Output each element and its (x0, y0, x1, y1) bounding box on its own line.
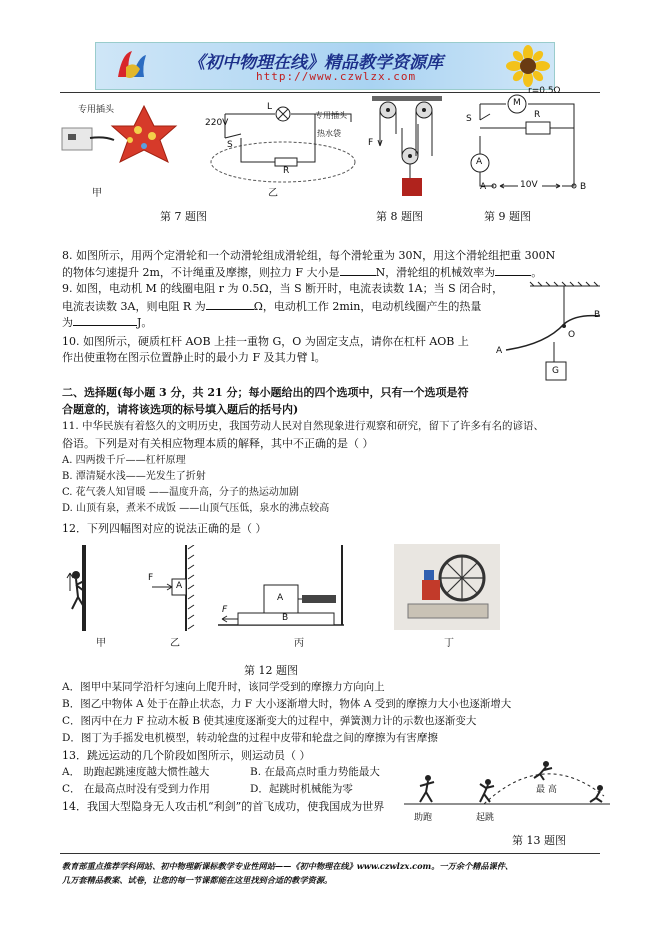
hand-crank-generator-image (394, 544, 500, 630)
q14-line1: 14．我国大型隐身无人攻击机“利剑”的首飞成功，使我国成为世界 (62, 800, 385, 813)
q11-option-d: D. 山顶有泉，煮米不成饭 ——山顶气压低，泉水的沸点较高 (62, 503, 330, 514)
q8-line1: 8. 如图所示，用两个定滑轮和一个动滑轮组成滑轮组，每个滑轮重为 30N，用这个滑轮组把重 300N (62, 249, 556, 262)
caption-fig9: 第 9 题图 (484, 210, 531, 223)
fig9-A-terminal: A (480, 182, 487, 192)
q10-line2: 作出使重物在图示位置静止时的最小力 F 及其力臂 l。 (62, 351, 326, 364)
banner-url: http://www.czwlzx.com (256, 70, 417, 83)
fig7-label-jia: 甲 (92, 188, 102, 199)
q11-line1: 11. 中华民族有着悠久的文明历史，我国劳动人民对自然现象进行观察和研究，留下了许多有名的谚语、 (62, 420, 545, 432)
section2-line1: 二、选择题(每小题 3 分，共 21 分；每小题给出的四个选项中，只有一个选项是符 (62, 386, 469, 399)
q13-option-c: C． 在最高点时没有受到力作用 (62, 783, 210, 795)
q12-label-bing: 丙 (294, 638, 304, 649)
q12-stem: 12．下列四幅图对应的说法正确的是（ ） (62, 522, 267, 535)
q12-fig-yi (142, 545, 198, 631)
q9-line2-a: 电流表读数 3A，则电阻 R 为 (62, 300, 206, 313)
fig13-run: 助跑 (414, 813, 433, 823)
fig10-lever (496, 280, 606, 388)
fig10-G: G (552, 366, 559, 376)
footer-line1: 教育部重点推荐学科网站、初中物理新课标教学专业性网站——《初中物理在线》www.czwlzx.com。一万余个精品课件、 (62, 861, 514, 871)
caption-fig8: 第 8 题图 (376, 210, 423, 223)
q12-fig-bing (218, 545, 348, 631)
fig9-B-terminal: B (580, 182, 587, 192)
q12-option-a: A．图甲中某同学沿杆匀速向上爬升时，该同学受到的摩擦力方向向上 (62, 681, 385, 693)
q12-label-yi: 乙 (170, 638, 180, 649)
q13-option-a: A． 助跑起跳速度越大惯性越大 (62, 766, 210, 778)
fig10-A: A (496, 346, 503, 356)
q9-line3-a: 为 (62, 316, 73, 329)
fig8-F: F (368, 138, 374, 148)
fig13-top: 最 高 (536, 785, 557, 795)
section2-line2: 合题意的，请将该选项的标号填入题后的括号内) (62, 403, 299, 416)
fig7-water-bag: 热水袋 (317, 129, 341, 138)
caption-fig13: 第 13 题图 (512, 834, 566, 847)
q8-line2-a: 的物体匀速提升 2m，不计绳重及摩擦，则拉力 F 大小是 (62, 266, 340, 279)
q12-yi-F: F (148, 573, 154, 583)
fig7-yi-circuit (205, 100, 365, 185)
caption-fig7: 第 7 题图 (160, 210, 207, 223)
footer-rule (60, 853, 600, 854)
fig7-S: S (227, 140, 233, 150)
q12-bing-F: F (222, 605, 228, 615)
fig13-long-jump (404, 752, 610, 826)
footer-line2: 几万套精品教案、试卷，让您的每一节课都能在这里找到合适的教学资源。 (62, 875, 333, 885)
logo-icon (112, 47, 152, 85)
fig13-jump: 起跳 (476, 813, 495, 823)
fig7-jia-photo (60, 100, 188, 180)
q8-blank-efficiency[interactable] (495, 264, 531, 276)
q12-option-c: C．图丙中在力 F 拉动木板 B 使其速度逐渐变大的过程中，弹簧测力计的示数也逐渐变大 (62, 715, 477, 727)
q11-line2: 俗语。下列是对有关相应物理本质的解释，其中不正确的是（ ） (62, 437, 374, 450)
q12-label-jia: 甲 (96, 638, 106, 649)
fig8-pulleys (368, 94, 448, 202)
fig10-B: B (594, 310, 601, 320)
fig9-circuit (466, 86, 596, 198)
q13-option-b: B. 在最高点时重力势能最大 (250, 766, 380, 778)
q8-line2 (62, 264, 542, 280)
fig7-R: R (283, 166, 290, 176)
q11-option-b: B. 潭清疑水浅——光发生了折射 (62, 471, 206, 482)
fig9-voltage: 10V (520, 180, 538, 190)
q12-fig-jia (64, 545, 104, 631)
fig9-r: r=0.5Ω (528, 86, 561, 96)
q9-line3 (62, 314, 152, 330)
fig9-S: S (466, 114, 472, 124)
q9-blank-heat[interactable] (73, 314, 137, 326)
fig9-R: R (534, 110, 541, 120)
fig9-M: M (513, 98, 521, 108)
q12-option-d: D．图丁为手摇发电机模型，转动轮盘的过程中皮带和轮盘之间的摩擦为有害摩擦 (62, 732, 438, 744)
fig9-ammeter: A (476, 157, 483, 167)
q13-option-d: D．起跳时机械能为零 (250, 783, 353, 795)
q9-line3-b: J。 (137, 316, 153, 329)
q9-line1: 9. 如图，电动机 M 的线圈电阻 r 为 0.5Ω，当 S 断开时，电流表读数 1A；当 S 闭合时， (62, 282, 504, 295)
q9-line2-b: Ω，电动机工作 2min，电动机线圈产生的热量 (253, 300, 482, 313)
fig7-voltage: 220V (205, 118, 229, 128)
fig7-label-yi: 乙 (268, 188, 278, 199)
q8-blank-force[interactable] (340, 264, 376, 276)
q12-bing-B: B (282, 613, 289, 623)
q11-option-a: A. 四两拨千斤——杠杆原理 (62, 455, 186, 466)
q13-stem: 13．跳远运动的几个阶段如图所示，则运动员（ ） (62, 749, 311, 762)
plug-label: 专用插头 (78, 105, 115, 115)
q11-option-c: C. 花气袭人知冒暖 ——温度升高，分子的热运动加剧 (62, 487, 299, 498)
q10-line1: 10. 如图所示，硬质杠杆 AOB 上挂一重物 G，O 为固定支点，请你在杠杆 AOB 上 (62, 335, 469, 348)
q12-fig-ding-photo (394, 544, 500, 630)
q12-yi-A: A (176, 581, 183, 591)
caption-fig12: 第 12 题图 (244, 664, 298, 677)
q8-line2-b: N，滑轮组的机械效率为 (375, 266, 496, 279)
fig7-L: L (267, 102, 273, 112)
q12-label-ding: 丁 (444, 638, 454, 649)
fig7-plug-label2: 专用插头 (315, 111, 347, 120)
header-banner (95, 42, 555, 90)
sunflower-icon (506, 45, 550, 87)
fig10-O: O (568, 330, 576, 340)
q9-blank-resistance[interactable] (206, 298, 254, 310)
q8-line2-c: 。 (531, 266, 543, 279)
banner-title: 《初中物理在线》精品教学资源库 (188, 53, 443, 73)
q9-line2 (62, 298, 481, 314)
q12-bing-A: A (277, 593, 284, 603)
q12-option-b: B．图乙中物体 A 处于在静止状态，力 F 大小逐渐增大时，物体 A 受到的摩擦力大小也逐渐增大 (62, 698, 512, 710)
